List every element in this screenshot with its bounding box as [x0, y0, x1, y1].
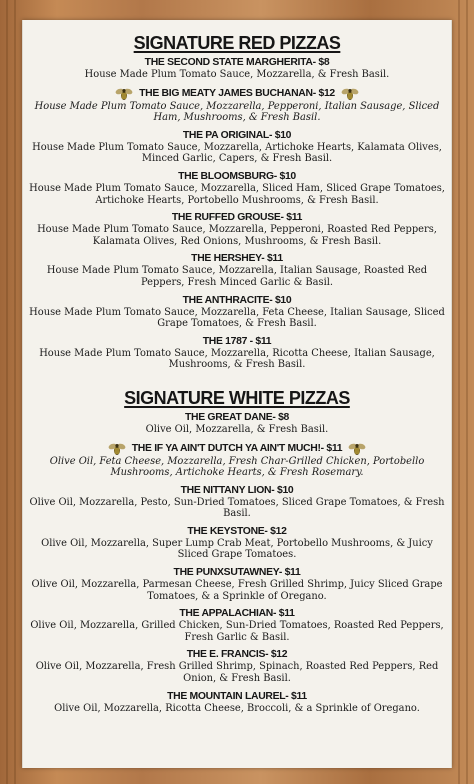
- bee-icon: [341, 87, 359, 101]
- menu-content: [23, 20, 451, 768]
- bee-icon: [108, 442, 126, 456]
- menu-item: [23, 295, 451, 330]
- item-description: Olive Oil, Mozzarella, & Fresh Basil.: [145, 423, 329, 435]
- item-description: Olive Oil, Mozzarella, Ricotta Cheese, Broccoli, & a Sprinkle of Oregano.: [54, 702, 420, 714]
- item-description: House Made Plum Tomato Sauce, Mozzarella, Sliced Ham, Sliced Grape Tomatoes, Artichoke Hearts, Portobello Mushrooms, & Fresh Basil.: [29, 182, 445, 206]
- item-description: Olive Oil, Mozzarella, Fresh Grilled Shrimp, Spinach, Roasted Red Peppers, Red Onion, & Fresh Basil.: [35, 661, 439, 685]
- menu-item: [23, 567, 451, 602]
- red-pizzas-title: SIGNATURE RED PIZZAS: [133, 33, 341, 53]
- bee-icon: [115, 87, 133, 101]
- item-description: House Made Plum Tomato Sauce, Mozzarella, Italian Sausage, Roasted Red Peppers, Fresh Minced Garlic & Basil.: [46, 265, 428, 288]
- item-description: House Made Plum Tomato Sauce, Mozzarella, Pepperoni, Roasted Red Peppers, Kalamata Olives, Red Onions, Mushrooms, & Fresh Basil.: [37, 224, 437, 247]
- item-name: THE HERSHEY- $11: [191, 253, 283, 265]
- item-description: Olive Oil, Mozzarella, Parmesan Cheese, Fresh Grilled Shrimp, Juicy Sliced Grape Tomatoes, & a Sprinkle of Oregano.: [31, 579, 443, 602]
- item-name: THE KEYSTONE- $12: [187, 525, 287, 537]
- item-description: House Made Plum Tomato Sauce, Mozzarella, Ricotta Cheese, Italian Sausage, Mushrooms, & Fresh Basil.: [39, 347, 435, 371]
- item-name: THE PA ORIGINAL- $10: [182, 129, 292, 141]
- item-name: THE E. FRANCIS- $12: [186, 649, 288, 661]
- menu-item: [23, 253, 451, 288]
- menu-item: [23, 691, 451, 715]
- item-name: THE GREAT DANE- $8: [184, 411, 290, 423]
- item-name: THE PUNXSUTAWNEY- $11: [173, 567, 301, 579]
- item-description: House Made Plum Tomato Sauce, Mozzarella, Pepperoni, Italian Sausage, Sliced Ham, Mushrooms, & Fresh Basil.: [34, 100, 440, 124]
- item-name: THE BIG MEATY JAMES BUCHANAN- $12: [139, 87, 335, 99]
- menu-item: [23, 526, 451, 561]
- item-name: THE APPALACHIAN- $11: [179, 608, 295, 620]
- menu-item: [23, 412, 451, 436]
- item-name: THE MOUNTAIN LAUREL- $11: [167, 690, 307, 702]
- white-pizzas-title: SIGNATURE WHITE PIZZAS: [124, 387, 350, 408]
- item-name: THE BLOOMSBURG- $10: [178, 170, 296, 182]
- bee-icon: [348, 442, 366, 456]
- item-description: Olive Oil, Mozzarella, Grilled Chicken, Sun-Dried Tomatoes, Roasted Red Peppers, Fresh Garlic & Basil.: [30, 620, 444, 643]
- item-description: House Made Plum Tomato Sauce, Mozzarella, Feta Cheese, Italian Sausage, Sliced Grape Tomatoes, & Fresh Basil.: [29, 306, 445, 330]
- item-name: THE SECOND STATE MARGHERITA- $8: [144, 57, 330, 68]
- item-description: Olive Oil, Mozzarella, Super Lump Crab Meat, Portobello Mushrooms, & Juicy Sliced Grape Tomatoes.: [41, 537, 433, 561]
- menu-item: [23, 336, 451, 371]
- item-description: House Made Plum Tomato Sauce, Mozzarella, Artichoke Hearts, Kalamata Olives, Minced Garlic, Capers, & Fresh Basil.: [32, 141, 442, 165]
- menu-item: [23, 57, 451, 81]
- item-name: THE RUFFED GROUSE- $11: [171, 212, 303, 224]
- menu-item: [23, 649, 451, 684]
- menu-item: [23, 130, 451, 165]
- menu-item: [23, 212, 451, 247]
- item-name: THE ANTHRACITE- $10: [182, 294, 292, 306]
- item-description: Olive Oil, Feta Cheese, Mozzarella, Fresh Char-Grilled Chicken, Portobello Mushrooms, Artichoke Hearts, & Fresh Rosemary.: [49, 455, 425, 479]
- item-description: Olive Oil, Mozzarella, Pesto, Sun-Dried Tomatoes, Sliced Grape Tomatoes, & Fresh Basil.: [29, 496, 445, 520]
- menu-item: [23, 442, 451, 479]
- item-name: THE 1787 - $11: [202, 335, 272, 347]
- menu-page: [22, 20, 452, 768]
- item-description: House Made Plum Tomato Sauce, Mozzarella, & Fresh Basil.: [84, 69, 390, 80]
- menu-item: [23, 485, 451, 520]
- menu-item: [23, 608, 451, 643]
- item-name: THE NITTANY LION- $10: [180, 484, 294, 496]
- menu-item: [23, 87, 451, 124]
- item-name: THE IF YA AIN'T DUTCH YA AIN'T MUCH!- $11: [131, 442, 343, 454]
- menu-item: [23, 171, 451, 206]
